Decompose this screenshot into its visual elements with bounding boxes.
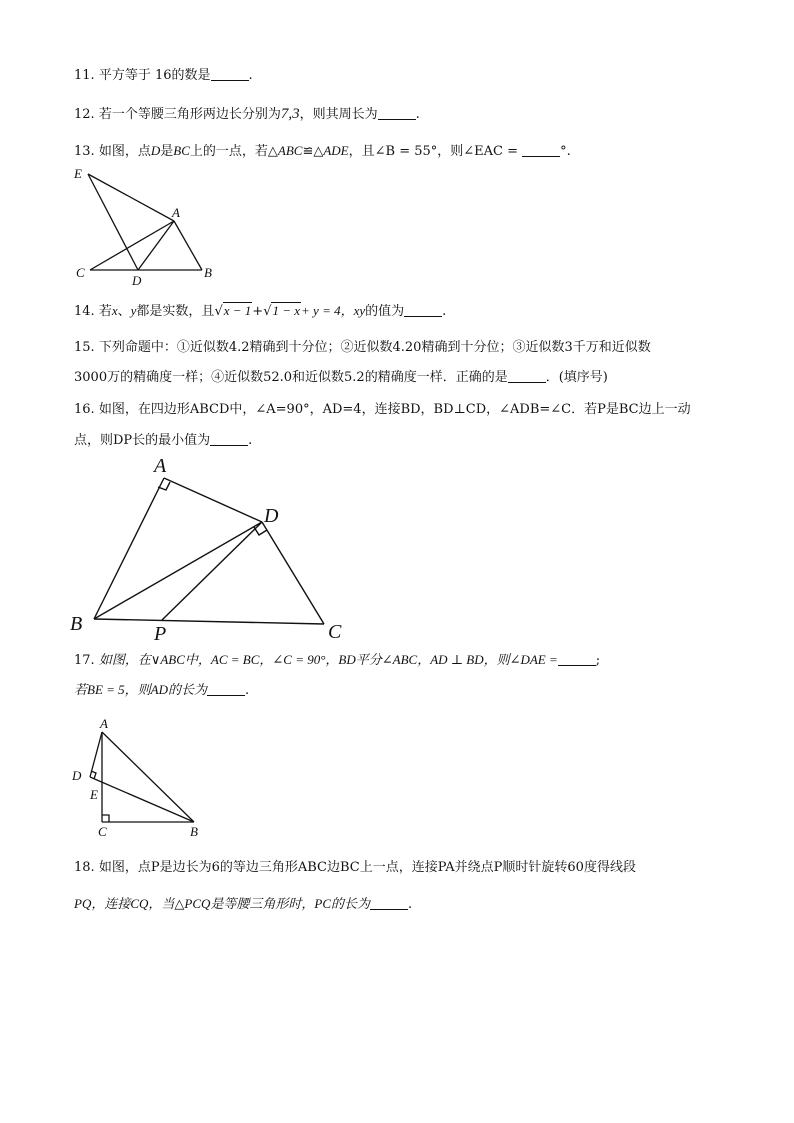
label-D: D bbox=[132, 273, 142, 286]
label-D: D bbox=[72, 768, 82, 783]
radicand-1: x − 1 bbox=[223, 303, 252, 318]
triangle-label: ABC bbox=[277, 143, 303, 158]
question-text-line2: 若BE = 5，则AD的长为 bbox=[74, 682, 207, 697]
answer-blank-1[interactable] bbox=[558, 653, 596, 666]
period: . bbox=[244, 683, 250, 698]
semicolon: ; bbox=[595, 653, 601, 668]
question-number: 15. bbox=[74, 340, 95, 355]
label-B: B bbox=[70, 613, 83, 635]
question-text-line1: 如图，在∨ABC中，AC = BC，∠C = 90°，BD平分∠ABC，AD ⊥ BD，则∠DAE = bbox=[98, 652, 558, 667]
product-xy: xy bbox=[353, 303, 366, 318]
period: . bbox=[415, 107, 420, 122]
question-number: 14. bbox=[74, 304, 95, 319]
label-C: C bbox=[328, 621, 342, 643]
segment-label: BC bbox=[173, 143, 190, 158]
answer-blank[interactable] bbox=[404, 304, 442, 317]
label-E: E bbox=[74, 166, 82, 181]
label-A: A bbox=[172, 205, 180, 220]
question-16-cont bbox=[74, 433, 252, 449]
question-text-line2: 3000万的精确度一样；④近似数52.0和近似数5.2的精确度一样．正确的是 bbox=[74, 370, 508, 385]
side-lengths: 7,3 bbox=[280, 106, 300, 122]
label-B: B bbox=[190, 824, 198, 839]
question-15 bbox=[74, 340, 651, 356]
congruent-symbol: ≌ bbox=[302, 144, 314, 159]
segment-CA bbox=[90, 221, 174, 270]
segment-AB bbox=[94, 478, 164, 619]
label-C: C bbox=[76, 265, 85, 280]
segment-AB bbox=[174, 221, 202, 270]
question-number: 12. bbox=[74, 107, 95, 122]
question-number: 18. bbox=[74, 860, 95, 875]
question-17 bbox=[74, 652, 600, 669]
text-part: 的值为 bbox=[365, 304, 405, 319]
right-angle-mark-C bbox=[102, 815, 109, 822]
period: . bbox=[248, 433, 253, 448]
degree-period: °. bbox=[560, 144, 571, 159]
question-text-line1: 如图，在四边形ABCD中，∠A=90°，AD=4，连接BD，BD⊥CD，∠ADB=∠C．若P是BC边上一动 bbox=[98, 402, 691, 417]
label-B: B bbox=[204, 265, 212, 280]
question-18 bbox=[74, 860, 636, 876]
label-E: E bbox=[90, 787, 98, 802]
separator: 、 bbox=[117, 304, 131, 319]
question-text-line2: PQ，连接CQ，当△PCQ是等腰三角形时，PC的长为 bbox=[74, 896, 370, 911]
segment-AB bbox=[102, 732, 194, 822]
question-17-cont bbox=[74, 682, 249, 699]
question-16 bbox=[74, 402, 691, 418]
radicand-2: 1 − x bbox=[272, 303, 301, 318]
question-13 bbox=[74, 143, 571, 160]
text-part: 上的一点，若△ bbox=[189, 144, 278, 159]
point-label: D bbox=[150, 143, 161, 158]
answer-blank[interactable] bbox=[210, 433, 248, 446]
figure-13 bbox=[70, 164, 230, 286]
period: . bbox=[408, 897, 413, 912]
answer-blank[interactable] bbox=[522, 144, 560, 157]
question-number: 13. bbox=[74, 144, 95, 159]
segment-BC bbox=[94, 619, 324, 624]
label-D: D bbox=[264, 505, 279, 527]
triangle-label: △ADE bbox=[313, 143, 349, 158]
segment-DC bbox=[262, 522, 324, 624]
segment-DA bbox=[90, 732, 102, 777]
figure-16 bbox=[66, 454, 356, 646]
text-part: ，且∠B = 55°，则∠EAC = bbox=[348, 144, 523, 159]
fill-hint: ．(填序号) bbox=[545, 370, 608, 385]
question-text: 若一个等腰三角形两边长分别为 bbox=[98, 107, 281, 122]
period: . bbox=[248, 68, 253, 83]
question-number: 16. bbox=[74, 402, 95, 417]
text-part: 是 bbox=[160, 144, 174, 159]
equation-tail: + y = 4， bbox=[301, 303, 354, 318]
label-A: A bbox=[100, 716, 108, 731]
question-text: 平方等于 16的数是 bbox=[98, 68, 211, 83]
figure-17 bbox=[68, 714, 208, 840]
question-11 bbox=[74, 68, 253, 84]
question-18-cont bbox=[74, 896, 412, 913]
question-14: 14. 若x、y都是实数，且√x − 1+√1 − x+ y = 4，xy的值为 . bbox=[74, 303, 447, 319]
question-number: 11. bbox=[74, 68, 95, 83]
segment-AD bbox=[164, 478, 262, 522]
question-text-line1: 如图，点P是边长为6的等边三角形ABC边BC上一点，连接PA并绕点P顺时针旋转60度得线段 bbox=[98, 860, 636, 875]
question-text-2: ，则其周长为 bbox=[299, 107, 378, 122]
question-text-line1: 下列命题中：①近似数4.2精确到十分位；②近似数4.20精确到十分位；③近似数3千万和近似数 bbox=[98, 340, 651, 355]
label-A: A bbox=[154, 455, 167, 477]
answer-blank[interactable] bbox=[211, 68, 249, 81]
label-C: C bbox=[98, 824, 107, 839]
answer-blank[interactable] bbox=[508, 370, 546, 383]
question-number: 17. bbox=[74, 653, 95, 668]
text-part: 若 bbox=[98, 304, 112, 319]
answer-blank[interactable] bbox=[370, 897, 408, 910]
answer-blank[interactable] bbox=[378, 107, 416, 120]
plus-sign: + bbox=[252, 304, 264, 319]
period: . bbox=[442, 304, 447, 319]
question-text-line2: 点，则DP长的最小值为 bbox=[74, 433, 211, 448]
answer-blank-2[interactable] bbox=[207, 683, 245, 696]
question-12 bbox=[74, 106, 420, 123]
variable-x: x bbox=[111, 303, 118, 318]
text-part: 如图，点 bbox=[98, 144, 151, 159]
segment-DA bbox=[138, 221, 174, 270]
question-15-cont bbox=[74, 370, 608, 386]
text-part: 都是实数，且 bbox=[136, 304, 215, 319]
label-P: P bbox=[154, 623, 167, 645]
variable-y: y bbox=[130, 303, 137, 318]
